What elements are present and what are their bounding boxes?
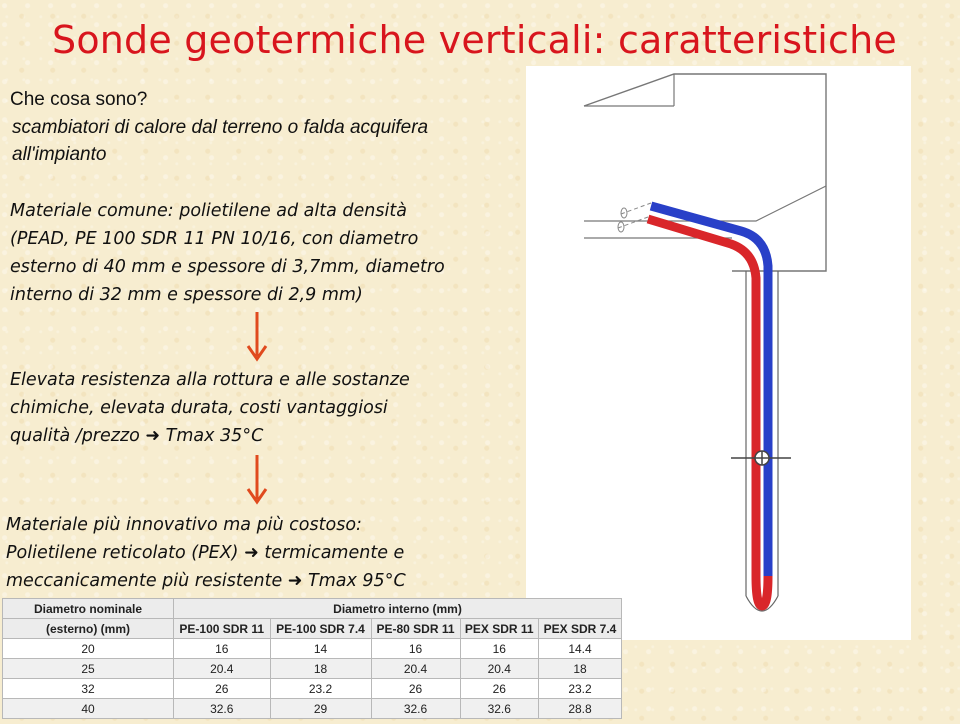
pex-thermal-text: termicamente e bbox=[264, 543, 405, 563]
right-arrow-icon: ➜ bbox=[244, 543, 259, 563]
table-cell: 32.6 bbox=[460, 699, 538, 719]
table-cell: 20.4 bbox=[460, 659, 538, 679]
slide-title: Sonde geotermiche verticali: caratteristiche bbox=[52, 18, 898, 62]
table-cell: 23.2 bbox=[538, 679, 621, 699]
table-row bbox=[3, 699, 622, 719]
table-cell: 29 bbox=[270, 699, 371, 719]
diameter-table bbox=[2, 598, 622, 719]
table-cell: 32 bbox=[3, 679, 174, 699]
table-cell: 20 bbox=[3, 639, 174, 659]
table-subheader: PE-80 SDR 11 bbox=[371, 619, 460, 639]
table-cell: 28.8 bbox=[538, 699, 621, 719]
definition-line-2: all'impianto bbox=[12, 144, 107, 165]
table-cell: 26 bbox=[174, 679, 271, 699]
table-header-group: Diametro interno (mm) bbox=[174, 599, 622, 619]
material-line-3: esterno di 40 mm e spessore di 3,7mm, diametro bbox=[10, 257, 445, 277]
table-row bbox=[3, 679, 622, 699]
question-text: Che cosa sono? bbox=[10, 89, 148, 110]
table-header-nominal-unit: (esterno) (mm) bbox=[3, 619, 174, 639]
material-line-1: Materiale comune: polietilene ad alta densità bbox=[10, 201, 407, 221]
table-cell: 14.4 bbox=[538, 639, 621, 659]
table-cell: 18 bbox=[538, 659, 621, 679]
pex-material-text: Polietilene reticolato (PEX) bbox=[6, 543, 239, 563]
table-subheader: PE-100 SDR 7.4 bbox=[270, 619, 371, 639]
resistance-line-3 bbox=[10, 422, 263, 450]
pex-tmax-text: Tmax 95°C bbox=[308, 571, 406, 591]
table-cell: 14 bbox=[270, 639, 371, 659]
table-subheader: PEX SDR 11 bbox=[460, 619, 538, 639]
borehole-diagram bbox=[526, 66, 911, 640]
table-row bbox=[3, 639, 622, 659]
table-cell: 16 bbox=[460, 639, 538, 659]
pex-mechanical-text: meccanicamente più resistente bbox=[6, 571, 283, 591]
right-arrow-icon: ➜ bbox=[287, 571, 303, 591]
table-cell: 20.4 bbox=[371, 659, 460, 679]
table-cell: 16 bbox=[371, 639, 460, 659]
table-cell: 18 bbox=[270, 659, 371, 679]
arrow-down-icon bbox=[245, 312, 269, 362]
material-line-2: (PEAD, PE 100 SDR 11 PN 10/16, con diametro bbox=[10, 229, 419, 249]
definition-line-1: scambiatori di calore dal terreno o falda acquifera bbox=[12, 117, 429, 138]
table-cell: 20.4 bbox=[174, 659, 271, 679]
arrow-down-icon bbox=[245, 455, 269, 505]
table-cell: 25 bbox=[3, 659, 174, 679]
resistance-tmax-text: Tmax 35°C bbox=[165, 426, 264, 446]
resistance-line-1: Elevata resistenza alla rottura e alle sostanze bbox=[10, 370, 410, 390]
table-cell: 40 bbox=[3, 699, 174, 719]
resistance-quality-text: qualità /prezzo bbox=[10, 426, 140, 446]
pex-line-2 bbox=[6, 539, 404, 567]
table-cell: 32.6 bbox=[174, 699, 271, 719]
right-arrow-icon: ➜ bbox=[145, 426, 161, 446]
resistance-line-2: chimiche, elevata durata, costi vantaggiosi bbox=[10, 398, 388, 418]
header-nominal-line-1: Diametro nominale bbox=[33, 601, 143, 616]
material-line-4: interno di 32 mm e spessore di 2,9 mm) bbox=[10, 285, 363, 305]
pex-line-1: Materiale più innovativo ma più costoso: bbox=[6, 515, 362, 535]
table-subheader: PE-100 SDR 11 bbox=[174, 619, 271, 639]
table-header-nominal bbox=[3, 599, 174, 619]
pex-line-3 bbox=[6, 567, 406, 595]
table-cell: 32.6 bbox=[371, 699, 460, 719]
table-cell: 16 bbox=[174, 639, 271, 659]
table-cell: 26 bbox=[460, 679, 538, 699]
table-cell: 23.2 bbox=[270, 679, 371, 699]
table-subheader: PEX SDR 7.4 bbox=[538, 619, 621, 639]
table-cell: 26 bbox=[371, 679, 460, 699]
table-row bbox=[3, 659, 622, 679]
